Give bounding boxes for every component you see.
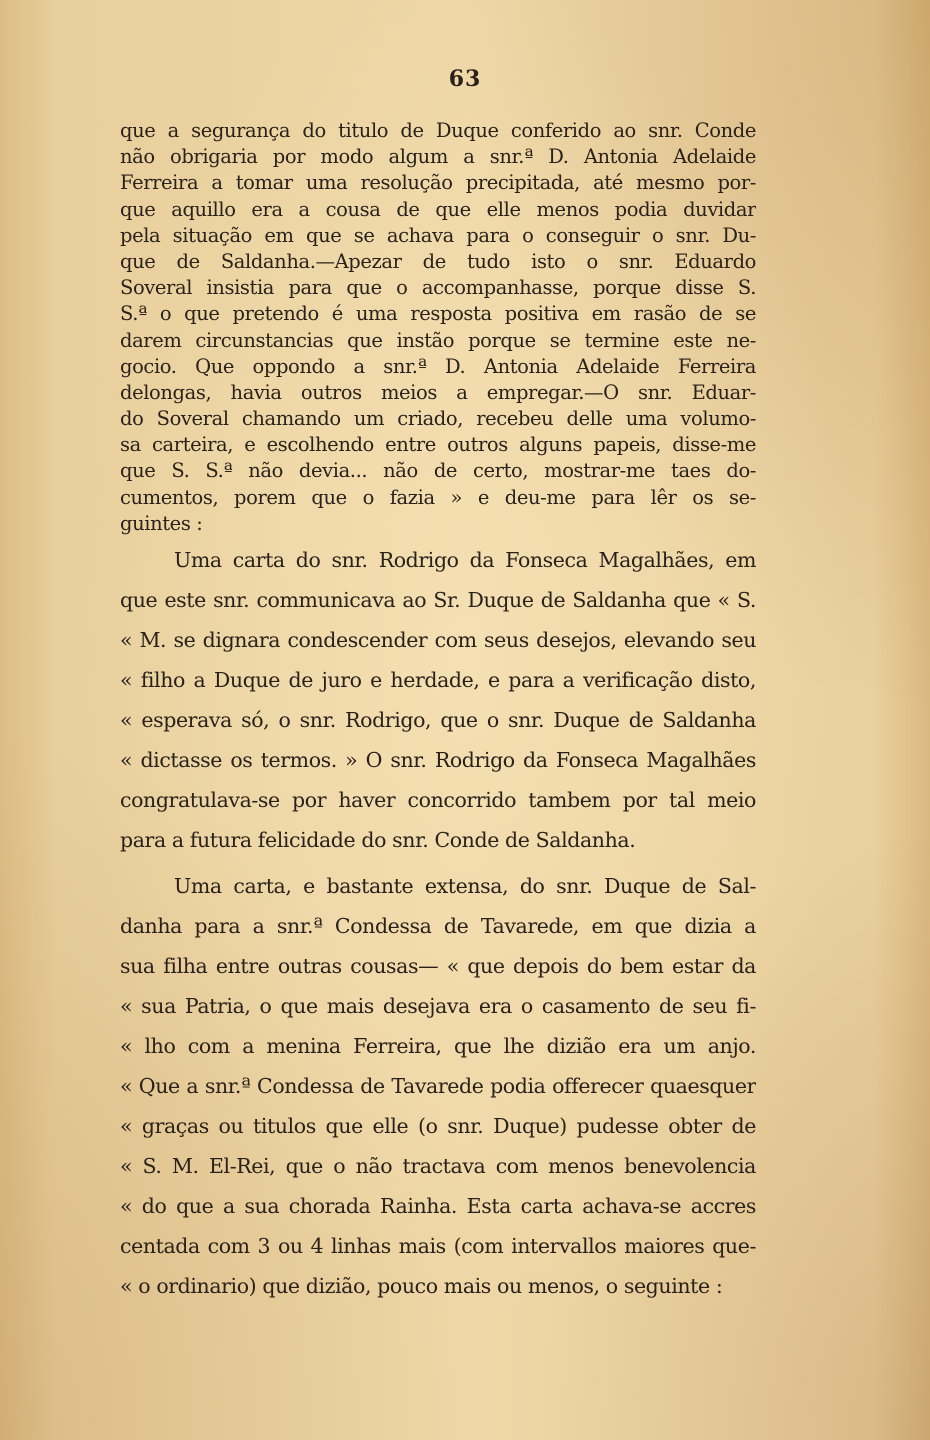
text-line: « dictasse os termos. » O snr. Rodrigo da Fonseca Magalhães — [120, 748, 756, 772]
text-line: centada com 3 ou 4 linhas mais (com intervallos maiores que- — [120, 1234, 756, 1258]
text-line: « filho a Duque de juro e herdade, e para a verificação disto, — [120, 668, 756, 692]
text-line: « esperava só, o snr. Rodrigo, que o snr. Duque de Saldanha — [120, 708, 756, 732]
text-line: sa carteira, e escolhendo entre outros alguns papeis, disse-me — [120, 433, 756, 457]
text-line: sua filha entre outras cousas— « que depois do bem estar da — [120, 954, 756, 978]
text-line: Uma carta, e bastante extensa, do snr. Duque de Sal- — [174, 874, 756, 898]
text-line: congratulava-se por haver concorrido tambem por tal meio — [120, 788, 756, 812]
text-line: darem circunstancias que instão porque se termine este ne- — [120, 328, 756, 352]
text-line: Uma carta do snr. Rodrigo da Fonseca Magalhães, em — [174, 548, 756, 572]
text-line: gocio. Que oppondo a snr.ª D. Antonia Adelaide Ferreira — [120, 354, 756, 378]
text-line: cumentos, porem que o fazia » e deu-me para lêr os se- — [120, 485, 756, 509]
text-line: pela situação em que se achava para o conseguir o snr. Du- — [120, 223, 756, 247]
text-line: S.ª o que pretendo é uma resposta positiva em rasão de se — [120, 302, 756, 326]
text-line: « Que a snr.ª Condessa de Tavarede podia offerecer quaesquer — [120, 1074, 756, 1098]
paragraph-1 — [120, 118, 756, 537]
text-line: « lho com a menina Ferreira, que lhe dizião era um anjo. — [120, 1034, 756, 1058]
text-line: que de Saldanha.—Apezar de tudo isto o snr. Eduardo — [120, 249, 756, 273]
paragraph-3 — [120, 866, 756, 1306]
text-line: que S. S.ª não devia... não de certo, mostrar-me taes do- — [120, 459, 756, 483]
paragraph-2 — [120, 540, 756, 860]
text-line: Ferreira a tomar uma resolução precipitada, até mesmo por- — [120, 171, 756, 195]
text-line: Soveral insistia para que o accompanhasse, porque disse S. — [120, 276, 756, 300]
text-line: do Soveral chamando um criado, recebeu delle uma volumo- — [120, 407, 756, 431]
text-line: « graças ou titulos que elle (o snr. Duque) pudesse obter de — [120, 1114, 756, 1138]
text-line: « M. se dignara condescender com seus desejos, elevando seu — [120, 628, 756, 652]
text-line: « sua Patria, o que mais desejava era o casamento de seu fi- — [120, 994, 756, 1018]
text-line: « o ordinario) que dizião, pouco mais ou menos, o seguinte : — [120, 1274, 723, 1298]
text-line: danha para a snr.ª Condessa de Tavarede, em que dizia a — [120, 914, 756, 938]
page-number: 63 — [448, 66, 482, 92]
text-line: que a segurança do titulo de Duque conferido ao snr. Conde — [120, 119, 756, 142]
text-line: que aquillo era a cousa de que elle menos podia duvidar — [120, 197, 756, 221]
text-line: « S. M. El-Rei, que o não tractava com menos benevolencia — [120, 1154, 756, 1178]
text-line: guintes : — [120, 511, 203, 535]
text-line: « do que a sua chorada Rainha. Esta carta achava-se accres — [120, 1194, 756, 1218]
text-line: para a futura felicidade do snr. Conde de Saldanha. — [120, 828, 636, 852]
text-line: que este snr. communicava ao Sr. Duque de Saldanha que « S. — [120, 588, 756, 612]
text-line: não obrigaria por modo algum a snr.ª D. Antonia Adelaide — [120, 145, 756, 169]
text-line: delongas, havia outros meios a empregar.—O snr. Eduar- — [120, 380, 756, 404]
